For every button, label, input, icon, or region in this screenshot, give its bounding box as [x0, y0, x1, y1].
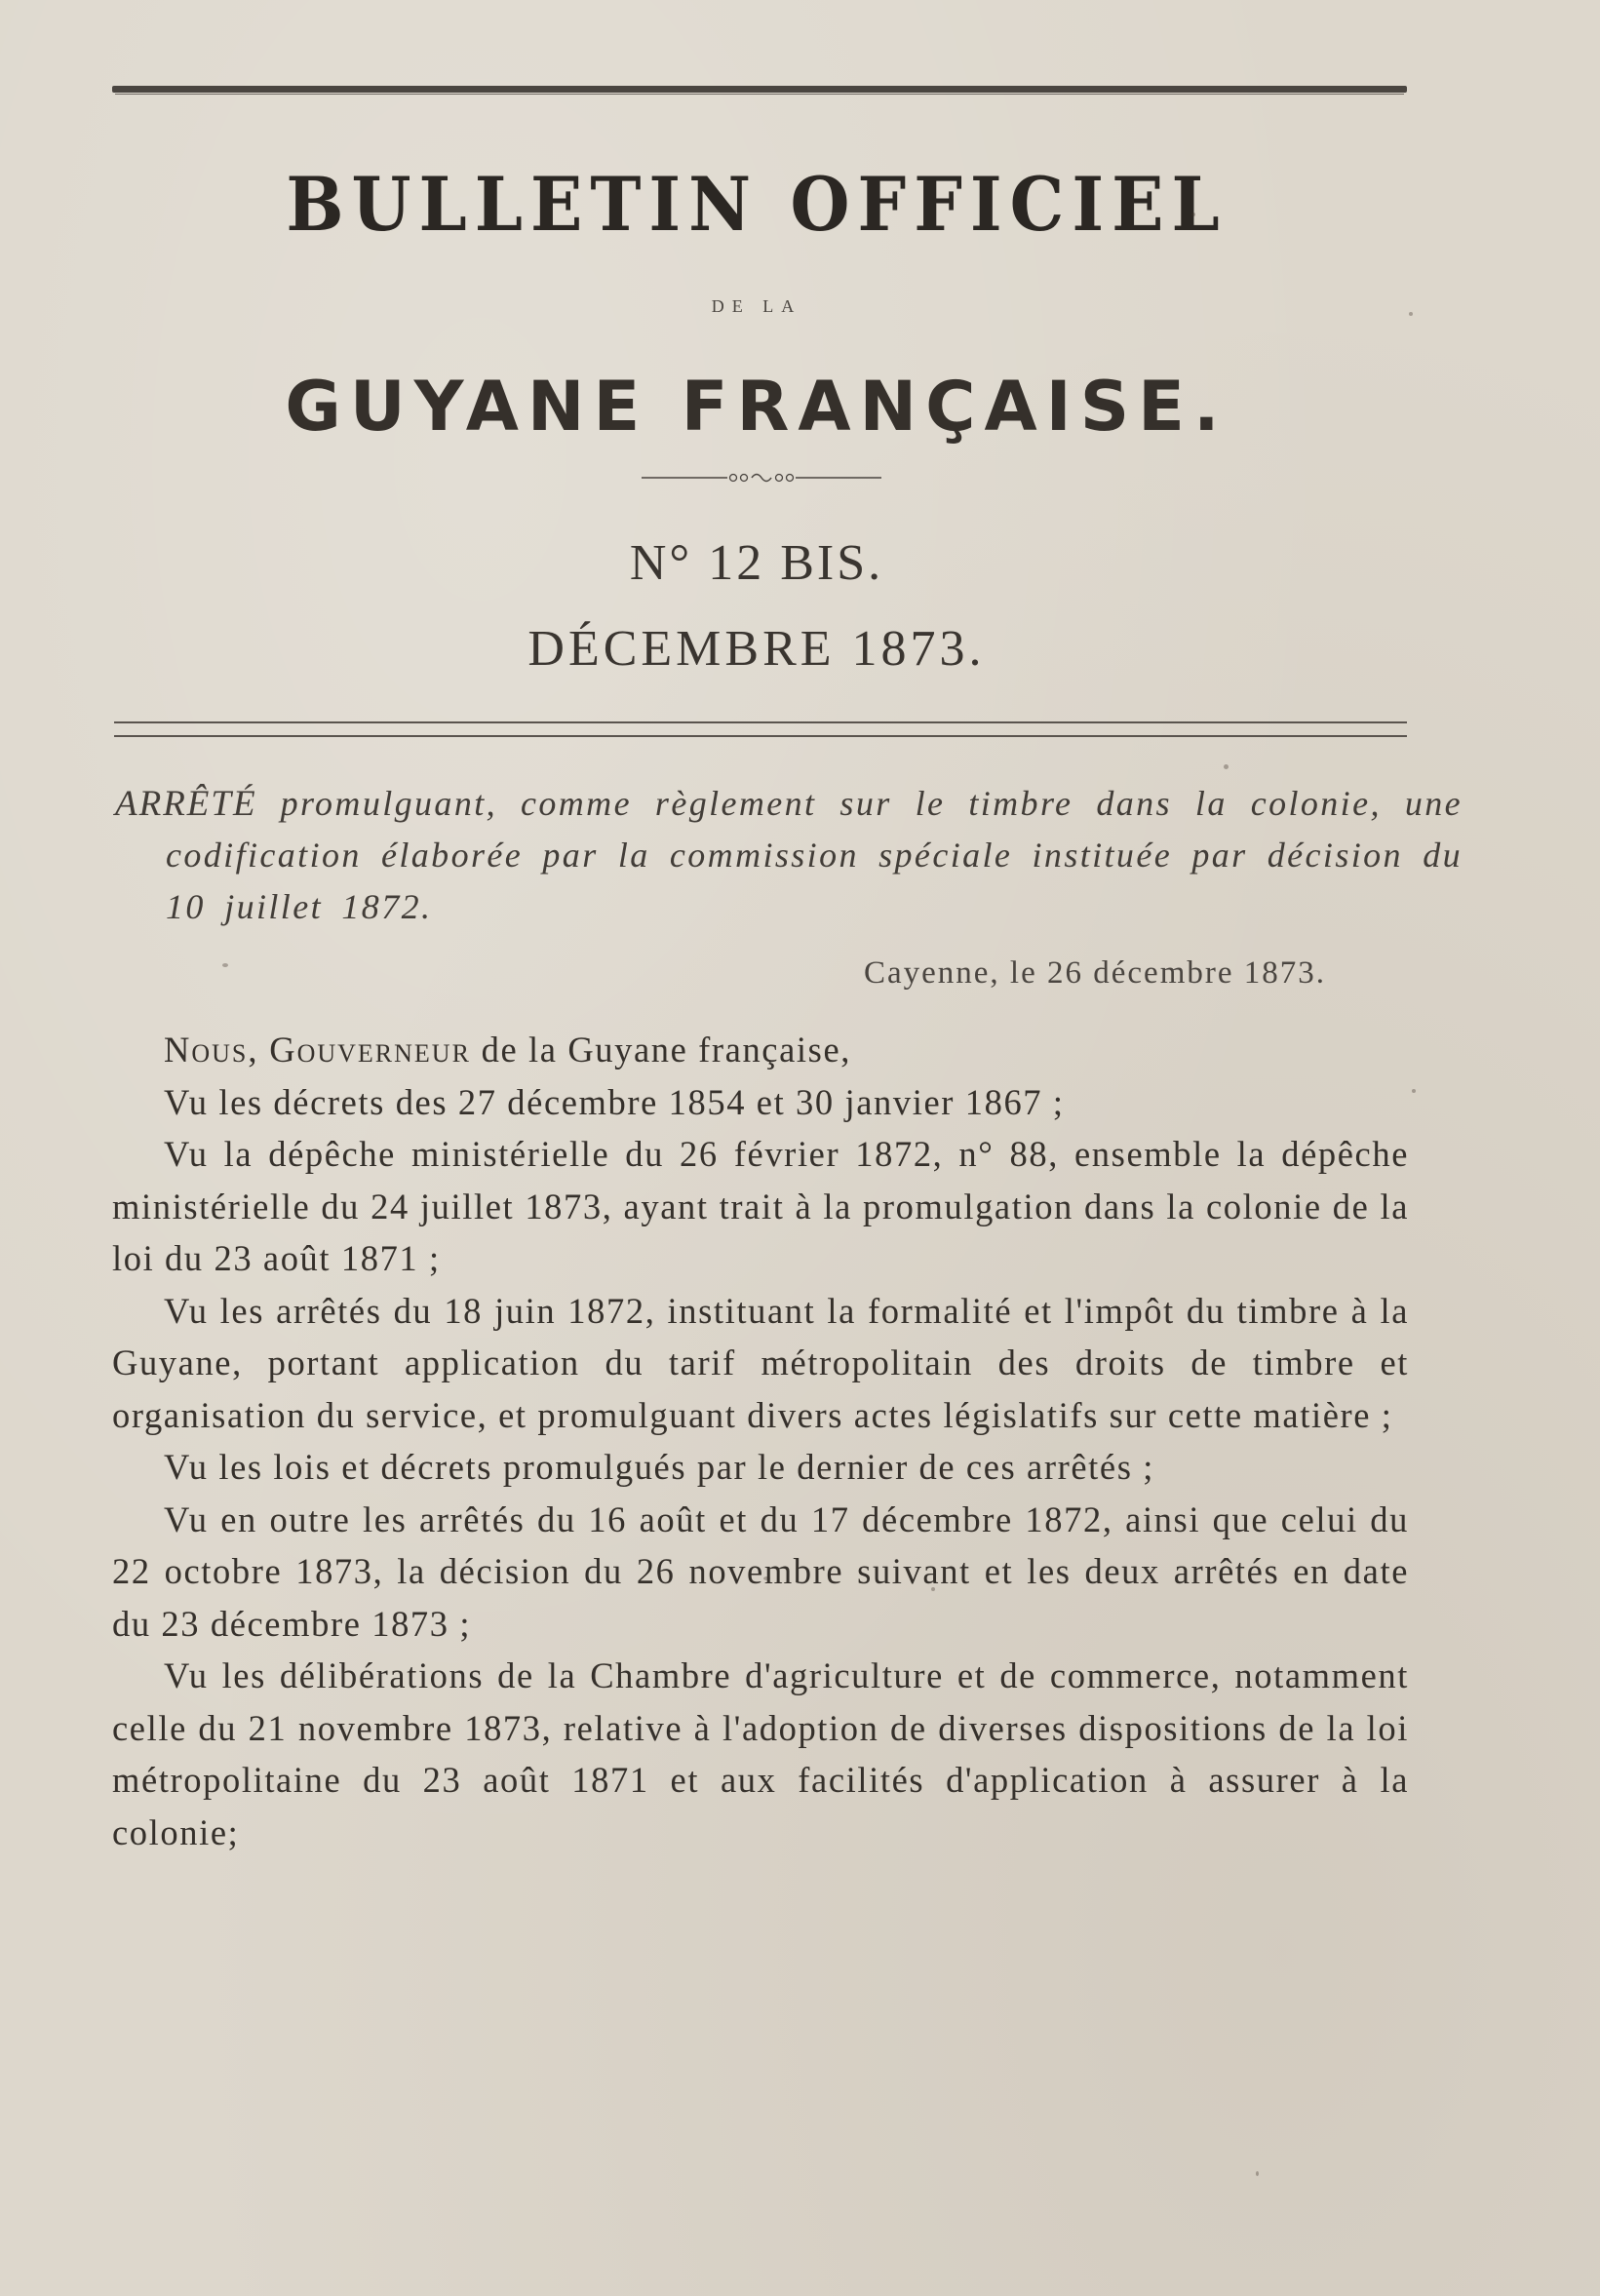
considerant-paragraph: Vu la dépêche ministérielle du 26 février 1872, n° 88, ensemble la dépêche ministérielle du 24 juillet 1873, ayant trait à la promulgation dans la colonie de la loi du 23 août 1871 ; [112, 1134, 1409, 1278]
body-text [112, 1024, 1409, 1858]
considerant-paragraph: Vu en outre les arrêtés du 16 août et du 17 décembre 1872, ainsi que celui du 22 octobre 1873, la décision du 26 novembre suivant et les deux arrêtés en date du 23 décembre 1873 ; [112, 1498, 1409, 1644]
masthead-country: GUYANE FRANÇAISE. [285, 367, 1229, 447]
opening-nous: Nous, [164, 1030, 259, 1070]
paper-speck [1412, 1089, 1416, 1093]
opening-rest: de la Guyane française, [481, 1030, 851, 1070]
arrete-text: promulguant, comme règlement sur le timbre dans la colonie, une codification élaborée par la commission spéciale instituée par décision du 10 juillet 1872. [166, 784, 1463, 926]
issue-date: DÉCEMBRE 1873. [527, 621, 986, 677]
paper-speck [222, 963, 228, 967]
ornament-divider-icon [642, 470, 881, 486]
issue-number: N° 12 BIS. [629, 535, 884, 591]
considerant-paragraph: Vu les délibérations de la Chambre d'agriculture et de commerce, notamment celle du 21 novembre 1873, relative à l'adoption de diverses dispositions de la loi métropolitaine du 23 août 1871 et aux facilités d'application à assurer à la colonie; [112, 1655, 1409, 1852]
paper-speck [1191, 213, 1195, 216]
paper-speck [931, 1587, 935, 1591]
paper-speck [1409, 312, 1413, 316]
dateline: Cayenne, le 26 décembre 1873. [863, 955, 1326, 991]
paper-speck [763, 1576, 770, 1580]
top-rule [112, 86, 1407, 93]
double-rule [114, 721, 1407, 737]
paper-speck [1224, 764, 1229, 769]
considerant-paragraph: Vu les lois et décrets promulgués par le dernier de ces arrêtés ; [164, 1447, 1154, 1487]
masthead-title: BULLETIN OFFICIEL [286, 160, 1228, 249]
arrete-heading [115, 778, 1463, 933]
opening-gouverneur: Gouverneur [269, 1030, 471, 1070]
masthead-subtitle: DE LA [711, 296, 802, 316]
arrete-lead: ARRÊTÉ [115, 784, 257, 824]
opening-paragraph [112, 1024, 1409, 1076]
considerant-paragraph: Vu les arrêtés du 18 juin 1872, instituant la formalité et l'impôt du timbre à la Guyane, portant application du tarif métropolitain des droits de timbre et organisation du service, et promulguant divers actes législatifs sur cette matière ; [112, 1290, 1409, 1435]
considerant-paragraph: Vu les décrets des 27 décembre 1854 et 30 janvier 1867 ; [164, 1081, 1065, 1122]
paper-speck [1256, 2171, 1259, 2176]
